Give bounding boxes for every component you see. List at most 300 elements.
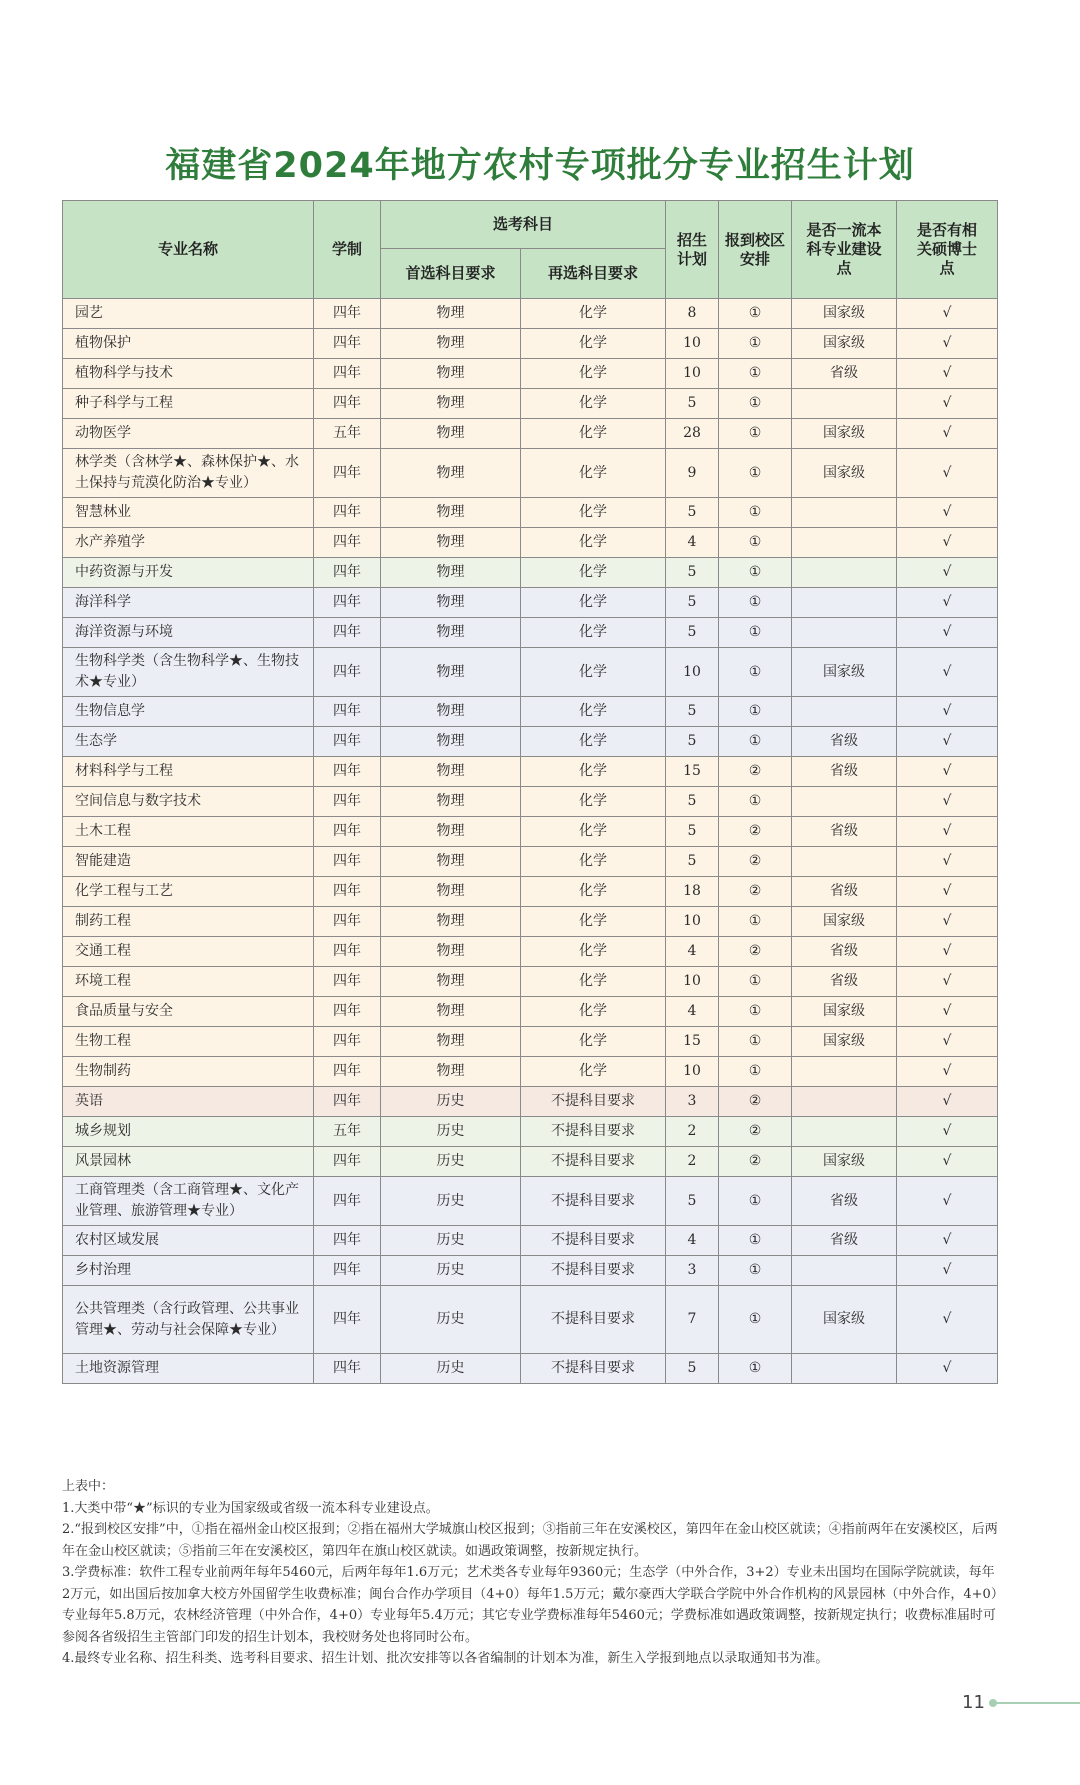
doctoral-cell: √ bbox=[897, 847, 998, 877]
major-name-cell: 材料科学与工程 bbox=[63, 757, 314, 787]
first-subject-cell: 历史 bbox=[381, 1256, 521, 1286]
first-subject-cell: 物理 bbox=[381, 1027, 521, 1057]
first-subject-cell: 物理 bbox=[381, 1057, 521, 1087]
doctoral-cell: √ bbox=[897, 588, 998, 618]
doctoral-cell: √ bbox=[897, 1057, 998, 1087]
duration-cell: 四年 bbox=[314, 997, 381, 1027]
quota-cell: 5 bbox=[666, 389, 719, 419]
quota-cell: 15 bbox=[666, 1027, 719, 1057]
header-duration: 学制 bbox=[314, 201, 381, 299]
first-class-cell bbox=[792, 618, 897, 648]
campus-cell: ① bbox=[719, 449, 792, 498]
table-row bbox=[63, 1147, 998, 1177]
first-subject-cell: 物理 bbox=[381, 907, 521, 937]
first-class-cell bbox=[792, 1087, 897, 1117]
duration-cell: 四年 bbox=[314, 329, 381, 359]
table-row bbox=[63, 967, 998, 997]
second-subject-cell: 化学 bbox=[521, 907, 666, 937]
page-decoration-line bbox=[992, 1702, 1080, 1704]
major-name-cell: 生物科学类（含生物科学★、生物技术★专业） bbox=[63, 648, 314, 697]
doctoral-cell: √ bbox=[897, 329, 998, 359]
first-class-cell: 省级 bbox=[792, 1177, 897, 1226]
campus-cell: ① bbox=[719, 1027, 792, 1057]
first-class-cell bbox=[792, 787, 897, 817]
first-subject-cell: 物理 bbox=[381, 787, 521, 817]
doctoral-cell: √ bbox=[897, 1087, 998, 1117]
first-subject-cell: 物理 bbox=[381, 727, 521, 757]
note-line: 1.大类中带“★”标识的专业为国家级或省级一流本科专业建设点。 bbox=[62, 1500, 439, 1516]
campus-cell: ① bbox=[719, 1354, 792, 1384]
campus-cell: ① bbox=[719, 648, 792, 697]
campus-cell: ② bbox=[719, 1087, 792, 1117]
quota-cell: 10 bbox=[666, 359, 719, 389]
first-class-cell bbox=[792, 847, 897, 877]
doctoral-cell: √ bbox=[897, 389, 998, 419]
quota-cell: 5 bbox=[666, 847, 719, 877]
second-subject-cell: 不提科目要求 bbox=[521, 1087, 666, 1117]
table-row bbox=[63, 1226, 998, 1256]
first-subject-cell: 物理 bbox=[381, 528, 521, 558]
first-class-cell: 国家级 bbox=[792, 997, 897, 1027]
major-name-cell: 生物信息学 bbox=[63, 697, 314, 727]
duration-cell: 四年 bbox=[314, 757, 381, 787]
table-row bbox=[63, 648, 998, 697]
doctoral-cell: √ bbox=[897, 1354, 998, 1384]
second-subject-cell: 化学 bbox=[521, 419, 666, 449]
duration-cell: 四年 bbox=[314, 877, 381, 907]
first-subject-cell: 物理 bbox=[381, 558, 521, 588]
doctoral-cell: √ bbox=[897, 1286, 998, 1354]
second-subject-cell: 化学 bbox=[521, 697, 666, 727]
second-subject-cell: 化学 bbox=[521, 727, 666, 757]
campus-cell: ① bbox=[719, 558, 792, 588]
duration-cell: 四年 bbox=[314, 907, 381, 937]
table-row bbox=[63, 558, 998, 588]
campus-cell: ① bbox=[719, 697, 792, 727]
first-subject-cell: 物理 bbox=[381, 937, 521, 967]
second-subject-cell: 化学 bbox=[521, 618, 666, 648]
campus-cell: ① bbox=[719, 329, 792, 359]
duration-cell: 四年 bbox=[314, 967, 381, 997]
first-class-cell: 国家级 bbox=[792, 419, 897, 449]
first-subject-cell: 历史 bbox=[381, 1147, 521, 1177]
campus-cell: ① bbox=[719, 419, 792, 449]
first-class-cell: 省级 bbox=[792, 727, 897, 757]
first-class-cell: 省级 bbox=[792, 359, 897, 389]
second-subject-cell: 化学 bbox=[521, 1027, 666, 1057]
doctoral-cell: √ bbox=[897, 997, 998, 1027]
first-subject-cell: 历史 bbox=[381, 1286, 521, 1354]
first-subject-cell: 物理 bbox=[381, 359, 521, 389]
table-row bbox=[63, 1354, 998, 1384]
second-subject-cell: 不提科目要求 bbox=[521, 1226, 666, 1256]
table-row bbox=[63, 588, 998, 618]
campus-cell: ① bbox=[719, 588, 792, 618]
quota-cell: 10 bbox=[666, 1057, 719, 1087]
campus-cell: ① bbox=[719, 787, 792, 817]
quota-cell: 9 bbox=[666, 449, 719, 498]
doctoral-cell: √ bbox=[897, 727, 998, 757]
campus-cell: ① bbox=[719, 1226, 792, 1256]
campus-cell: ① bbox=[719, 498, 792, 528]
duration-cell: 四年 bbox=[314, 498, 381, 528]
campus-cell: ② bbox=[719, 817, 792, 847]
campus-cell: ② bbox=[719, 847, 792, 877]
major-name-cell: 植物保护 bbox=[63, 329, 314, 359]
major-name-cell: 智能建造 bbox=[63, 847, 314, 877]
duration-cell: 四年 bbox=[314, 1057, 381, 1087]
table-row bbox=[63, 618, 998, 648]
major-name-cell: 英语 bbox=[63, 1087, 314, 1117]
header-first-class: 是否一流本科专业建设点 bbox=[792, 201, 897, 299]
campus-cell: ② bbox=[719, 937, 792, 967]
duration-cell: 四年 bbox=[314, 1226, 381, 1256]
major-name-cell: 化学工程与工艺 bbox=[63, 877, 314, 907]
doctoral-cell: √ bbox=[897, 299, 998, 329]
major-name-cell: 生态学 bbox=[63, 727, 314, 757]
table-row bbox=[63, 1256, 998, 1286]
doctoral-cell: √ bbox=[897, 967, 998, 997]
doctoral-cell: √ bbox=[897, 1226, 998, 1256]
header-campus: 报到校区安排 bbox=[719, 201, 792, 299]
duration-cell: 四年 bbox=[314, 787, 381, 817]
first-class-cell: 省级 bbox=[792, 817, 897, 847]
second-subject-cell: 化学 bbox=[521, 648, 666, 697]
quota-cell: 8 bbox=[666, 299, 719, 329]
second-subject-cell: 不提科目要求 bbox=[521, 1286, 666, 1354]
first-class-cell: 国家级 bbox=[792, 907, 897, 937]
second-subject-cell: 化学 bbox=[521, 967, 666, 997]
quota-cell: 5 bbox=[666, 1177, 719, 1226]
first-class-cell bbox=[792, 528, 897, 558]
doctoral-cell: √ bbox=[897, 817, 998, 847]
header-subjects: 选考科目 bbox=[381, 201, 666, 249]
duration-cell: 四年 bbox=[314, 389, 381, 419]
major-name-cell: 生物工程 bbox=[63, 1027, 314, 1057]
header-second-subject: 再选科目要求 bbox=[521, 249, 666, 299]
second-subject-cell: 化学 bbox=[521, 787, 666, 817]
first-subject-cell: 物理 bbox=[381, 329, 521, 359]
campus-cell: ② bbox=[719, 1117, 792, 1147]
major-name-cell: 园艺 bbox=[63, 299, 314, 329]
doctoral-cell: √ bbox=[897, 359, 998, 389]
second-subject-cell: 化学 bbox=[521, 1057, 666, 1087]
duration-cell: 四年 bbox=[314, 727, 381, 757]
major-name-cell: 城乡规划 bbox=[63, 1117, 314, 1147]
campus-cell: ① bbox=[719, 299, 792, 329]
doctoral-cell: √ bbox=[897, 757, 998, 787]
first-class-cell bbox=[792, 389, 897, 419]
campus-cell: ① bbox=[719, 618, 792, 648]
second-subject-cell: 化学 bbox=[521, 997, 666, 1027]
table-row bbox=[63, 847, 998, 877]
major-name-cell: 海洋资源与环境 bbox=[63, 618, 314, 648]
campus-cell: ① bbox=[719, 528, 792, 558]
doctoral-cell: √ bbox=[897, 419, 998, 449]
note-line: 3.学费标准：软件工程专业前两年每年5460元，后两年每年1.6万元；艺术类各专业每年9360元；生态学（中外合作，3+2）专业未出国均在国际学院就读，每年2万元，如出国后按加拿大校方外国留学生收费标准；闽台合作办学项目（4+0）每年1.5万元；戴尔豪西大学联合学院中外合作机构的风景园林（中外合作，4+0）专业每年5.8万元，农林经济管理（中外合作，4+0）专业每年5.4万元；其它专业学费标准每年5460元；学费标准如遇政策调整，按新规定执行；收费标准届时可参阅各省级招生主管部门印发的招生计划本，我校财务处也将同时公布。 bbox=[62, 1565, 998, 1645]
quota-cell: 10 bbox=[666, 648, 719, 697]
header-quota: 招生计划 bbox=[666, 201, 719, 299]
second-subject-cell: 不提科目要求 bbox=[521, 1177, 666, 1226]
page-title: 福建省2024年地方农村专项批分专业招生计划 bbox=[165, 146, 915, 186]
first-class-cell: 国家级 bbox=[792, 329, 897, 359]
second-subject-cell: 化学 bbox=[521, 329, 666, 359]
doctoral-cell: √ bbox=[897, 1147, 998, 1177]
major-name-cell: 智慧林业 bbox=[63, 498, 314, 528]
first-subject-cell: 历史 bbox=[381, 1117, 521, 1147]
first-subject-cell: 物理 bbox=[381, 967, 521, 997]
doctoral-cell: √ bbox=[897, 937, 998, 967]
enrollment-plan-table bbox=[62, 200, 998, 1384]
first-subject-cell: 物理 bbox=[381, 588, 521, 618]
major-name-cell: 风景园林 bbox=[63, 1147, 314, 1177]
first-subject-cell: 物理 bbox=[381, 697, 521, 727]
duration-cell: 四年 bbox=[314, 847, 381, 877]
note-line: 2.“报到校区安排”中，①指在福州金山校区报到；②指在福州大学城旗山校区报到；③指前三年在安溪校区，第四年在金山校区就读；④指前两年在安溪校区，后两年在金山校区就读；⑤指前三年在安溪校区，第四年在旗山校区就读。如遇政策调整，按新规定执行。 bbox=[62, 1522, 998, 1559]
doctoral-cell: √ bbox=[897, 877, 998, 907]
first-subject-cell: 物理 bbox=[381, 997, 521, 1027]
second-subject-cell: 不提科目要求 bbox=[521, 1117, 666, 1147]
doctoral-cell: √ bbox=[897, 1117, 998, 1147]
duration-cell: 四年 bbox=[314, 937, 381, 967]
quota-cell: 5 bbox=[666, 787, 719, 817]
major-name-cell: 林学类（含林学★、森林保护★、水土保持与荒漠化防治★专业） bbox=[63, 449, 314, 498]
doctoral-cell: √ bbox=[897, 1177, 998, 1226]
duration-cell: 四年 bbox=[314, 1147, 381, 1177]
quota-cell: 5 bbox=[666, 1354, 719, 1384]
quota-cell: 2 bbox=[666, 1117, 719, 1147]
first-class-cell bbox=[792, 1354, 897, 1384]
first-class-cell: 国家级 bbox=[792, 648, 897, 697]
major-name-cell: 工商管理类（含工商管理★、文化产业管理、旅游管理★专业） bbox=[63, 1177, 314, 1226]
header-major: 专业名称 bbox=[63, 201, 314, 299]
quota-cell: 10 bbox=[666, 967, 719, 997]
table-row bbox=[63, 877, 998, 907]
first-subject-cell: 物理 bbox=[381, 847, 521, 877]
quota-cell: 2 bbox=[666, 1147, 719, 1177]
first-class-cell: 国家级 bbox=[792, 1286, 897, 1354]
doctoral-cell: √ bbox=[897, 558, 998, 588]
duration-cell: 五年 bbox=[314, 1117, 381, 1147]
second-subject-cell: 化学 bbox=[521, 877, 666, 907]
first-subject-cell: 物理 bbox=[381, 389, 521, 419]
second-subject-cell: 化学 bbox=[521, 359, 666, 389]
duration-cell: 四年 bbox=[314, 359, 381, 389]
quota-cell: 4 bbox=[666, 528, 719, 558]
second-subject-cell: 化学 bbox=[521, 588, 666, 618]
quota-cell: 5 bbox=[666, 697, 719, 727]
first-class-cell: 省级 bbox=[792, 757, 897, 787]
header-first-subject: 首选科目要求 bbox=[381, 249, 521, 299]
header-doctoral: 是否有相关硕博士点 bbox=[897, 201, 998, 299]
major-name-cell: 海洋科学 bbox=[63, 588, 314, 618]
campus-cell: ① bbox=[719, 1057, 792, 1087]
second-subject-cell: 化学 bbox=[521, 847, 666, 877]
duration-cell: 四年 bbox=[314, 1087, 381, 1117]
first-subject-cell: 历史 bbox=[381, 1226, 521, 1256]
second-subject-cell: 化学 bbox=[521, 528, 666, 558]
first-subject-cell: 物理 bbox=[381, 449, 521, 498]
major-name-cell: 土地资源管理 bbox=[63, 1354, 314, 1384]
table-row bbox=[63, 757, 998, 787]
first-class-cell: 省级 bbox=[792, 967, 897, 997]
duration-cell: 四年 bbox=[314, 817, 381, 847]
doctoral-cell: √ bbox=[897, 498, 998, 528]
table-row bbox=[63, 1027, 998, 1057]
note-line: 上表中： bbox=[62, 1479, 115, 1494]
table-row bbox=[63, 359, 998, 389]
second-subject-cell: 化学 bbox=[521, 937, 666, 967]
duration-cell: 四年 bbox=[314, 1286, 381, 1354]
duration-cell: 五年 bbox=[314, 419, 381, 449]
table-row bbox=[63, 1286, 998, 1354]
second-subject-cell: 化学 bbox=[521, 757, 666, 787]
quota-cell: 5 bbox=[666, 817, 719, 847]
first-class-cell: 国家级 bbox=[792, 299, 897, 329]
quota-cell: 5 bbox=[666, 588, 719, 618]
footnotes bbox=[62, 1476, 1000, 1670]
first-class-cell: 国家级 bbox=[792, 449, 897, 498]
first-subject-cell: 历史 bbox=[381, 1177, 521, 1226]
campus-cell: ② bbox=[719, 1147, 792, 1177]
duration-cell: 四年 bbox=[314, 588, 381, 618]
second-subject-cell: 化学 bbox=[521, 299, 666, 329]
first-class-cell: 省级 bbox=[792, 937, 897, 967]
major-name-cell: 乡村治理 bbox=[63, 1256, 314, 1286]
duration-cell: 四年 bbox=[314, 618, 381, 648]
major-name-cell: 交通工程 bbox=[63, 937, 314, 967]
second-subject-cell: 不提科目要求 bbox=[521, 1256, 666, 1286]
duration-cell: 四年 bbox=[314, 697, 381, 727]
quota-cell: 10 bbox=[666, 329, 719, 359]
doctoral-cell: √ bbox=[897, 1256, 998, 1286]
table-row bbox=[63, 907, 998, 937]
first-subject-cell: 物理 bbox=[381, 618, 521, 648]
major-name-cell: 植物科学与技术 bbox=[63, 359, 314, 389]
table-row bbox=[63, 937, 998, 967]
table-row bbox=[63, 498, 998, 528]
table-row bbox=[63, 329, 998, 359]
first-subject-cell: 历史 bbox=[381, 1087, 521, 1117]
first-class-cell: 国家级 bbox=[792, 1147, 897, 1177]
table-row bbox=[63, 419, 998, 449]
second-subject-cell: 化学 bbox=[521, 817, 666, 847]
first-subject-cell: 物理 bbox=[381, 817, 521, 847]
campus-cell: ① bbox=[719, 997, 792, 1027]
major-name-cell: 种子科学与工程 bbox=[63, 389, 314, 419]
second-subject-cell: 不提科目要求 bbox=[521, 1147, 666, 1177]
campus-cell: ① bbox=[719, 967, 792, 997]
first-subject-cell: 物理 bbox=[381, 299, 521, 329]
major-name-cell: 制药工程 bbox=[63, 907, 314, 937]
major-name-cell: 农村区域发展 bbox=[63, 1226, 314, 1256]
table-row bbox=[63, 697, 998, 727]
campus-cell: ① bbox=[719, 1177, 792, 1226]
major-name-cell: 公共管理类（含行政管理、公共事业管理★、劳动与社会保障★专业） bbox=[63, 1286, 314, 1354]
table-row bbox=[63, 449, 998, 498]
first-subject-cell: 物理 bbox=[381, 498, 521, 528]
major-name-cell: 空间信息与数字技术 bbox=[63, 787, 314, 817]
duration-cell: 四年 bbox=[314, 1354, 381, 1384]
first-subject-cell: 物理 bbox=[381, 757, 521, 787]
major-name-cell: 土木工程 bbox=[63, 817, 314, 847]
quota-cell: 5 bbox=[666, 618, 719, 648]
second-subject-cell: 不提科目要求 bbox=[521, 1354, 666, 1384]
first-subject-cell: 历史 bbox=[381, 1354, 521, 1384]
second-subject-cell: 化学 bbox=[521, 558, 666, 588]
table-row bbox=[63, 997, 998, 1027]
campus-cell: ① bbox=[719, 389, 792, 419]
first-class-cell bbox=[792, 1057, 897, 1087]
second-subject-cell: 化学 bbox=[521, 389, 666, 419]
table-row bbox=[63, 1177, 998, 1226]
quota-cell: 18 bbox=[666, 877, 719, 907]
campus-cell: ① bbox=[719, 1286, 792, 1354]
doctoral-cell: √ bbox=[897, 697, 998, 727]
first-class-cell bbox=[792, 1117, 897, 1147]
second-subject-cell: 化学 bbox=[521, 498, 666, 528]
doctoral-cell: √ bbox=[897, 449, 998, 498]
duration-cell: 四年 bbox=[314, 299, 381, 329]
doctoral-cell: √ bbox=[897, 528, 998, 558]
campus-cell: ① bbox=[719, 907, 792, 937]
campus-cell: ① bbox=[719, 1256, 792, 1286]
first-class-cell bbox=[792, 588, 897, 618]
table-row bbox=[63, 528, 998, 558]
quota-cell: 5 bbox=[666, 498, 719, 528]
quota-cell: 4 bbox=[666, 1226, 719, 1256]
major-name-cell: 环境工程 bbox=[63, 967, 314, 997]
table-row bbox=[63, 299, 998, 329]
doctoral-cell: √ bbox=[897, 907, 998, 937]
duration-cell: 四年 bbox=[314, 558, 381, 588]
first-subject-cell: 物理 bbox=[381, 877, 521, 907]
table-row bbox=[63, 1057, 998, 1087]
quota-cell: 28 bbox=[666, 419, 719, 449]
table-row bbox=[63, 1087, 998, 1117]
major-name-cell: 动物医学 bbox=[63, 419, 314, 449]
doctoral-cell: √ bbox=[897, 648, 998, 697]
quota-cell: 5 bbox=[666, 727, 719, 757]
duration-cell: 四年 bbox=[314, 528, 381, 558]
table-row bbox=[63, 1117, 998, 1147]
first-class-cell bbox=[792, 1256, 897, 1286]
doctoral-cell: √ bbox=[897, 1027, 998, 1057]
table-row bbox=[63, 727, 998, 757]
first-subject-cell: 物理 bbox=[381, 648, 521, 697]
first-class-cell: 国家级 bbox=[792, 1027, 897, 1057]
quota-cell: 10 bbox=[666, 907, 719, 937]
doctoral-cell: √ bbox=[897, 618, 998, 648]
quota-cell: 3 bbox=[666, 1256, 719, 1286]
quota-cell: 7 bbox=[666, 1286, 719, 1354]
campus-cell: ② bbox=[719, 757, 792, 787]
duration-cell: 四年 bbox=[314, 1177, 381, 1226]
campus-cell: ① bbox=[719, 727, 792, 757]
major-name-cell: 食品质量与安全 bbox=[63, 997, 314, 1027]
quota-cell: 4 bbox=[666, 937, 719, 967]
table-row bbox=[63, 787, 998, 817]
quota-cell: 15 bbox=[666, 757, 719, 787]
table-row bbox=[63, 389, 998, 419]
major-name-cell: 生物制药 bbox=[63, 1057, 314, 1087]
duration-cell: 四年 bbox=[314, 449, 381, 498]
major-name-cell: 中药资源与开发 bbox=[63, 558, 314, 588]
quota-cell: 4 bbox=[666, 997, 719, 1027]
duration-cell: 四年 bbox=[314, 648, 381, 697]
quota-cell: 3 bbox=[666, 1087, 719, 1117]
duration-cell: 四年 bbox=[314, 1027, 381, 1057]
